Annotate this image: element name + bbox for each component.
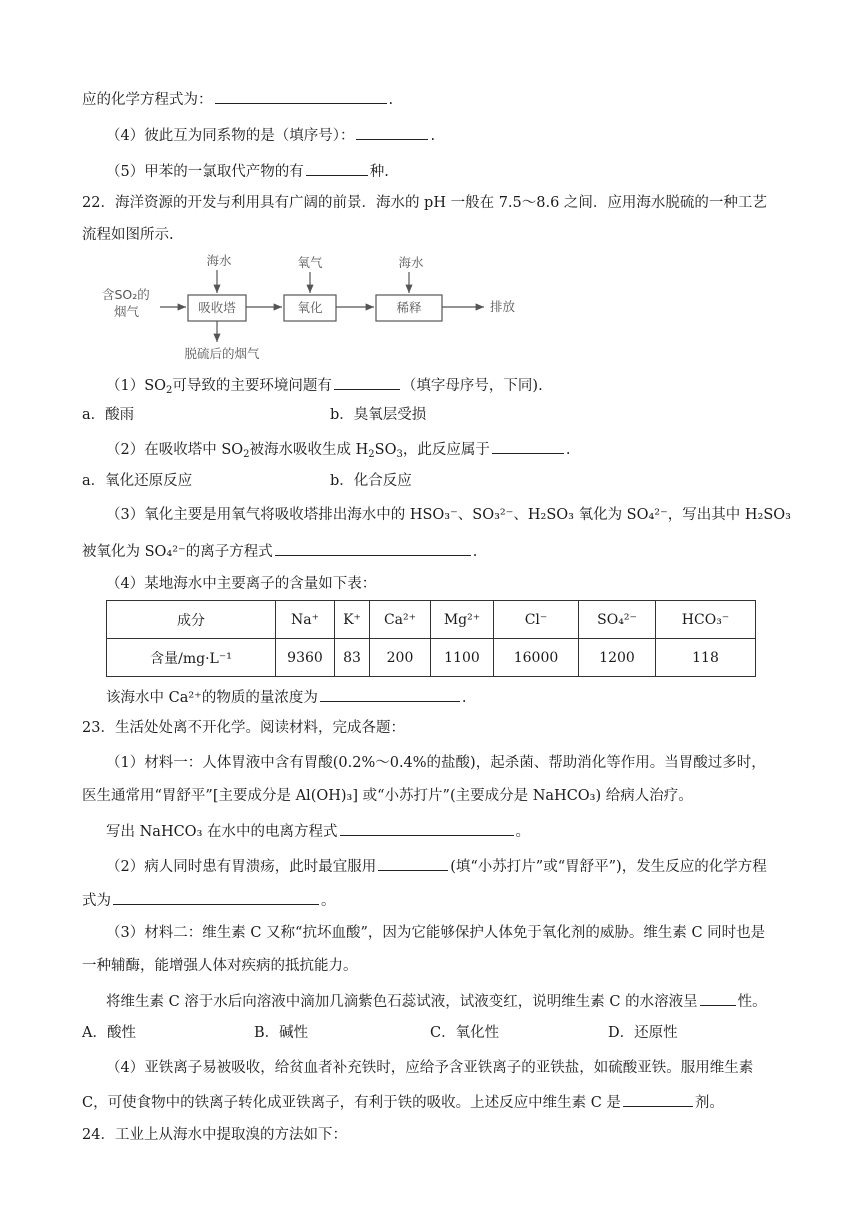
option-a[interactable]: A．酸性 (82, 1025, 136, 1041)
text: 可导致的主要环境问题有 (172, 378, 332, 394)
option-b[interactable]: B．碱性 (254, 1025, 309, 1041)
text: . (430, 128, 436, 144)
desulfurization-flow-diagram (82, 250, 542, 366)
answer-blank[interactable] (378, 855, 448, 871)
answer-blank[interactable] (492, 438, 564, 454)
text: （1）SO (106, 378, 167, 394)
table-cell: 200 (370, 639, 431, 677)
table-cell: 1200 (579, 639, 656, 677)
text: 被氧化为 SO₄²⁻的离子方程式 (82, 544, 273, 560)
answer-blank[interactable] (113, 889, 319, 905)
answer-blank[interactable] (356, 124, 428, 140)
table-cell: 9360 (276, 639, 335, 677)
text: 性。 (737, 994, 767, 1010)
question-22-part-4: （4）某地海水中主要离子的含量如下表： (106, 576, 377, 592)
question-22-part-3: （3）氧化主要是用氧气将吸收塔排出海水中的 HSO₃⁻、SO₃²⁻、H₂SO₃ 氧化为 SO₄²⁻，写出其中 H₂SO₃ (106, 507, 791, 523)
options-row-1 (82, 405, 810, 425)
text: . (472, 544, 478, 560)
oxidation-label: 氧化 (297, 300, 323, 315)
table-cell: 16000 (494, 639, 579, 677)
text: . (388, 92, 394, 108)
options-row-2 (82, 471, 810, 491)
answer-blank[interactable] (275, 540, 471, 556)
text: （填字母序号，下同). (401, 378, 543, 394)
question-23-part-3: （3）材料二：维生素 C 又称“抗坏血酸”，因为它能够保护人体免于氧化剂的威胁。维生素 C 同时也是 (106, 925, 766, 941)
answer-blank[interactable] (320, 686, 460, 702)
discharge-label: 排放 (490, 299, 516, 314)
text: 写出 NaHCO₃ 在水中的电离方程式 (106, 824, 338, 840)
tower-output-label: 脱硫后的烟气 (184, 346, 260, 361)
text: (填“小苏打片”或“胃舒平”)，发生反应的化学方程 (450, 859, 767, 875)
option-c[interactable]: C．氧化性 (430, 1025, 500, 1041)
text: （2）病人同时患有胃溃疡，此时最宜服用 (106, 859, 377, 875)
absorption-tower-label: 吸收塔 (198, 300, 236, 315)
table-cell: K⁺ (335, 601, 370, 639)
question-23-part-4-cont (82, 1091, 810, 1113)
table-cell: 83 (335, 639, 370, 677)
question-24-stem: 24．工业上从海水中提取溴的方法如下： (82, 1127, 347, 1143)
option-b[interactable]: b．化合反应 (330, 473, 412, 489)
text: . (565, 442, 571, 458)
text: 应的化学方程式为： (82, 92, 213, 108)
text: 被海水吸收生成 H (249, 442, 369, 458)
subscript: 2 (243, 449, 250, 460)
question-21-part-5 (106, 160, 810, 182)
question-23-part-2 (106, 855, 810, 877)
text: （5）甲苯的一氯取代产物的有 (106, 164, 304, 180)
option-a[interactable]: a．酸雨 (82, 407, 135, 423)
text: 。 (321, 893, 336, 909)
answer-blank[interactable] (215, 88, 387, 104)
question-23-part-1: （1）材料一：人体胃液中含有胃酸(0.2%～0.4%的盐酸)，起杀菌、帮助消化等作用。当胃酸过多时， (106, 755, 766, 771)
text: C，可使食物中的铁离子转化成亚铁离子，有利于铁的吸收。上述反应中维生素 C 是 (82, 1095, 621, 1111)
table-cell: Cl⁻ (494, 601, 579, 639)
table-cell: SO₄²⁻ (579, 601, 656, 639)
table-header-row (107, 601, 756, 639)
table-cell: 成分 (107, 601, 276, 639)
text: 。 (515, 824, 530, 840)
answer-blank[interactable] (700, 990, 736, 1006)
dilution-input-label: 海水 (398, 255, 424, 270)
question-21-equation-line (82, 88, 810, 110)
subscript: 2 (166, 385, 173, 396)
table-cell: 118 (656, 639, 756, 677)
text: . (461, 690, 467, 706)
text: 该海水中 Ca²⁺的物质的量浓度为 (106, 690, 318, 706)
table-cell: HCO₃⁻ (656, 601, 756, 639)
question-22-part-2 (106, 438, 810, 460)
options-row-3 (82, 1023, 810, 1043)
tower-input-label: 海水 (206, 253, 232, 268)
text: 剂。 (694, 1095, 724, 1111)
question-22-part-3-cont (82, 540, 810, 562)
question-23-part-4: （4）亚铁离子易被吸收，给贫血者补充铁时，应给予含亚铁离子的亚铁盐，如硫酸亚铁。服用维生素 (106, 1060, 754, 1076)
question-23-part-2-cont (82, 889, 810, 911)
ion-content-table (106, 600, 756, 677)
dilution-label: 稀释 (396, 300, 422, 315)
option-d[interactable]: D．还原性 (608, 1025, 678, 1041)
question-22-part-5 (106, 686, 810, 708)
text: 式为 (82, 893, 111, 909)
diagram-input-line1: 含SO₂的 (102, 287, 150, 302)
question-22-stem: 22．海洋资源的开发与利用具有广阔的前景．海水的 pH 一般在 7.5～8.6 之间．应用海水脱硫的一种工艺 (82, 195, 767, 211)
answer-blank[interactable] (623, 1091, 693, 1107)
question-23-part-1-prompt (106, 820, 810, 842)
oxidation-input-label: 氧气 (297, 255, 323, 270)
question-22-part-1 (106, 374, 810, 396)
question-23-part-3-prompt (106, 990, 810, 1012)
text: 将维生素 C 溶于水后向溶液中滴加几滴紫色石蕊试液，试液变红，说明维生素 C 的水溶液呈 (106, 994, 698, 1010)
table-row (107, 639, 756, 677)
text: 种. (369, 164, 389, 180)
subscript: 2 (368, 449, 375, 460)
question-22-stem-cont: 流程如图所示. (82, 227, 174, 243)
answer-blank[interactable] (306, 160, 368, 176)
table-cell: Mg²⁺ (431, 601, 494, 639)
subscript: 3 (396, 449, 403, 460)
question-23-part-3-cont: 一种辅酶，能增强人体对疾病的抵抗能力。 (82, 958, 358, 974)
diagram-input-line2: 烟气 (114, 304, 140, 319)
option-b[interactable]: b．臭氧层受损 (330, 407, 427, 423)
text: （4）彼此互为同系物的是（填序号）： (106, 128, 355, 144)
option-a[interactable]: a．氧化还原反应 (82, 473, 193, 489)
table-cell: 含量/mg·L⁻¹ (107, 639, 276, 677)
question-21-part-4 (106, 124, 810, 146)
table-cell: Na⁺ (276, 601, 335, 639)
text: （2）在吸收塔中 SO (106, 442, 244, 458)
text: SO (374, 442, 397, 458)
table-cell: 1100 (431, 639, 494, 677)
text: ，此反应属于 (402, 442, 490, 458)
table-cell: Ca²⁺ (370, 601, 431, 639)
question-23-stem: 23．生活处处离不开化学。阅读材料，完成各题： (82, 720, 405, 736)
answer-blank[interactable] (340, 820, 514, 836)
question-23-part-1-cont: 医生通常用“胃舒平”[主要成分是 Al(OH)₃] 或“小苏打片”(主要成分是 NaHCO₃) 给病人治疗。 (82, 788, 693, 804)
answer-blank[interactable] (334, 374, 400, 390)
